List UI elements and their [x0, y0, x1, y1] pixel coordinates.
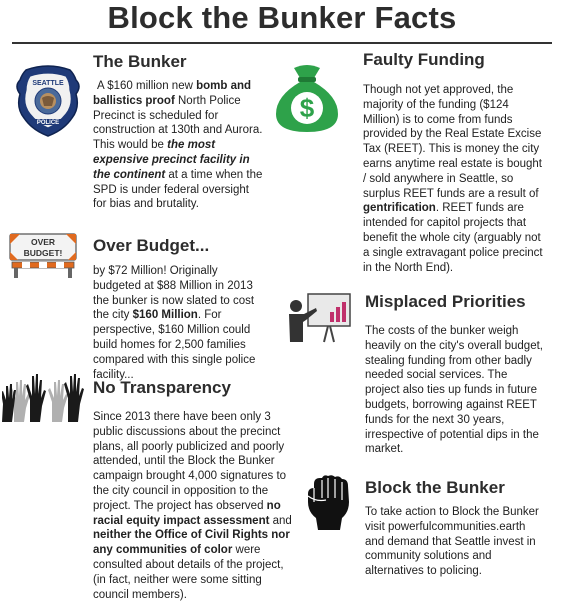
- svg-text:$: $: [299, 93, 315, 123]
- section-heading-funding: Faulty Funding: [363, 50, 485, 69]
- funding-text-3: . REET funds are intended for capitol projects that benefit the whole city (arguably not a single extravagant police precinct in the North End).: [363, 202, 543, 274]
- over-budget-text-2: $160 Million: [132, 309, 198, 322]
- block-text-1: To take action to Block the Bunker visit powerfulcommunities.earth and demand that Seattle invest in community solutions and alternatives to policing.: [365, 506, 539, 578]
- section-heading-bunker: The Bunker: [93, 52, 187, 71]
- raised-hands-icon: [2, 372, 86, 422]
- bunker-text-2: bomb and ballistics proof: [93, 80, 252, 107]
- section-body-transparency: [93, 410, 293, 602]
- bunker-text-4: the most expensive precinct facility in the continent: [93, 139, 250, 181]
- section-heading-priorities: Misplaced Priorities: [365, 292, 526, 311]
- badge-text-police: POLICE: [36, 120, 60, 126]
- page-title: Block the Bunker Facts: [107, 0, 457, 35]
- section-body-funding: [363, 83, 543, 275]
- title-divider: [12, 42, 552, 44]
- raised-fist-icon: [304, 474, 352, 530]
- bunker-text-5: at a time when the SPD is under federal oversight for bias and brutality.: [93, 168, 263, 211]
- section-body-over-budget: [93, 264, 265, 382]
- bunker-text-1: A $160 million new: [97, 80, 197, 92]
- money-bag-icon: [268, 62, 346, 134]
- section-body-block: [365, 505, 545, 579]
- section-body-priorities: [365, 324, 545, 457]
- presentation-icon: [286, 292, 354, 344]
- priorities-text-1: The costs of the bunker weigh heavily on the city's overall budget, stealing funding from other badly needed social services. The project also ties up funds in future budgets, borrowing against REET funds for the next 30 years, irrespective of potential dips in the market.: [365, 325, 543, 456]
- transparency-text-4: neither the Office of Civil Rights nor any communities of color: [93, 529, 290, 557]
- sign-text-over: OVER: [30, 237, 56, 247]
- badge-text-seattle: SEATTLE: [32, 80, 64, 87]
- bunker-text-3: North Police Precinct is scheduled for construction at 130th and Aurora. This would be: [93, 94, 263, 152]
- over-budget-text-1: by $72 Million! Originally budgeted at $88 Million in 2013 the bunker is now slated to cost the city: [93, 265, 255, 322]
- section-body-bunker: [93, 79, 265, 212]
- transparency-text-5: were consulted about details of the project, (in fact, neither were some sitting council members).: [93, 544, 284, 601]
- section-heading-transparency: No Transparency: [93, 378, 231, 397]
- section-heading-block: Block the Bunker: [365, 478, 505, 497]
- over-budget-sign-icon: [8, 232, 78, 280]
- transparency-text-2: no racial equity impact assessment: [93, 499, 281, 527]
- funding-text-1: Though not yet approved, the majority of the funding ($124 Million) is to come from funds provided by the Real Estate Excise Tax (REET). This is money the city earns anytime real estate is bought / sold anywhere in Seattle, so surplus REET funds are a result of: [363, 84, 542, 200]
- funding-text-2: gentrification: [363, 202, 436, 215]
- over-budget-text-3: . For perspective, $160 Million could build homes for 2,500 families compared with this single police facility...: [93, 309, 256, 381]
- police-badge-icon: [14, 64, 82, 138]
- section-heading-over-budget: Over Budget...: [93, 236, 210, 255]
- transparency-text-3: and: [269, 514, 292, 527]
- transparency-text-1: Since 2013 there have been only 3 public discussions about the precinct plans, all poorly publicized and poorly attended, until the Block the Bunker campaign brought 4,000 signatures to the city council in opposition to the project. The project has observed: [93, 411, 287, 512]
- sign-text-budget: BUDGET!: [23, 248, 63, 258]
